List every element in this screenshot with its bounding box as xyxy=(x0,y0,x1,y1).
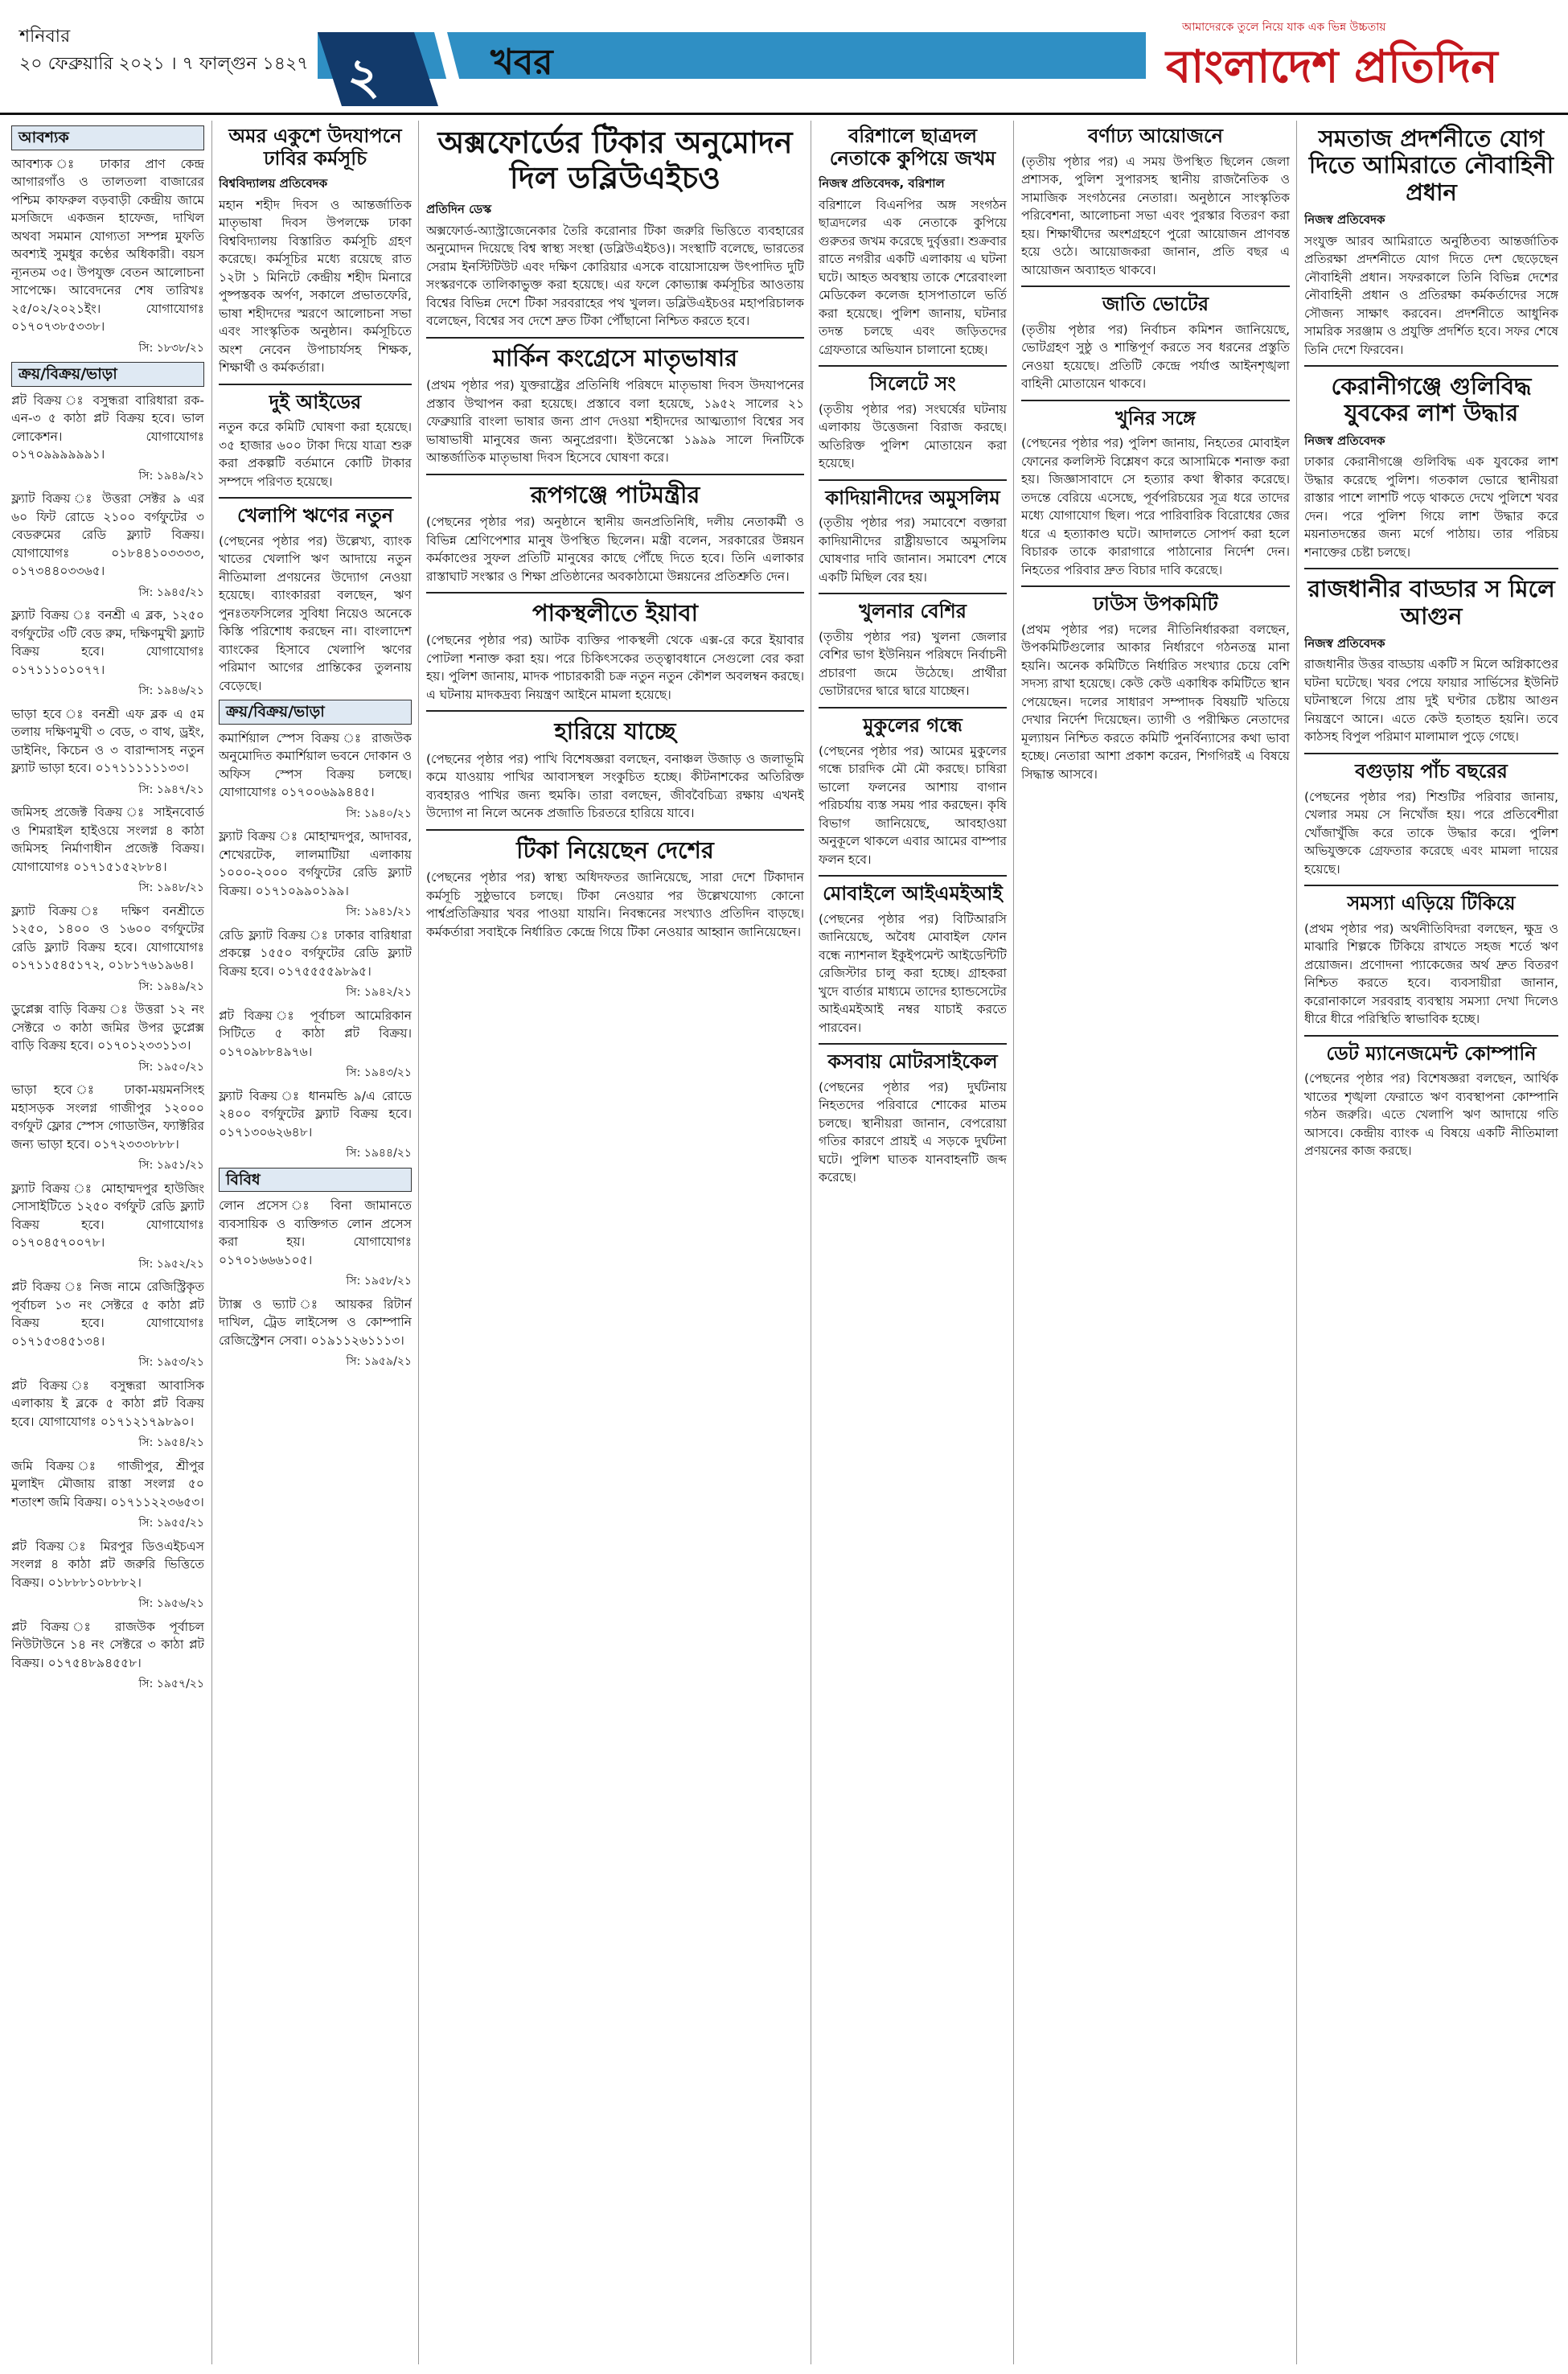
classified-ad: ভাড়া হবে ঃ ঢাকা-ময়মনসিংহ মহাসড়ক সংলগ্ন গাজীপুর ১২০০০ বর্গফুট ফ্লোর স্পেস গোডাউন, ফ্যাক্টরির জন্য ভাড়া হবে। ০১৭২৩৩৩৮৮৮। xyxy=(11,1082,204,1152)
article-body: (প্রথম পৃষ্ঠার পর) অর্থনীতিবিদরা বলছেন, ক্ষুদ্র ও মাঝারি শিল্পকে টিকিয়ে রাখতে সহজ শর্তে ঋণ প্রয়োজন। প্রণোদনা প্যাকেজের অর্থ দ্রুত বিতরণ নিশ্চিত করতে হবে। ব্যবসায়ীরা জানান, করোনাকালে সরবরাহ ব্যবস্থায় সমস্যা দেখা দিলেও ধীরে ধীরে পরিস্থিতি স্বাভাবিক হচ্ছে। xyxy=(1304,921,1558,1027)
column-divider xyxy=(1296,121,1297,2364)
page-number: ২ xyxy=(347,47,380,105)
classified-code: সি: ১৯৫০/২১ xyxy=(138,1060,204,1074)
article-body: মহান শহীদ দিবস ও আন্তর্জাতিক মাতৃভাষা দিবস উপলক্ষে ঢাকা বিশ্ববিদ্যালয় বিস্তারিত কর্মসূচি গ্রহণ করেছে। কর্মসূচির মধ্যে রয়েছে রাত ১২টা ১ মিনিটে কেন্দ্রীয় শহীদ মিনারে পুষ্পস্তবক অর্পণ, সকালে প্রভাতফেরি, ভাষা শহীদদের স্মরণে আলোচনা সভা এবং সাংস্কৃতিক অনুষ্ঠান। কর্মসূচিতে অংশ নেবেন উপাচার্যসহ শিক্ষক, শিক্ষার্থী ও কর্মকর্তারা। xyxy=(219,197,412,376)
classified-ad: ফ্ল্যাট বিক্রয় ঃ উত্তরা সেক্টর ৯ এর ৬০ ফিট রোডে ২১০০ বর্গফুটের ৩ বেডরুমের রেডি ফ্ল্যাট বিক্রয়। যোগাযোগঃ ০১৮৪৪১০৩৩৩৩, ০১৭৩৪৪০৩৩৬৫। xyxy=(11,491,204,578)
separator xyxy=(819,365,1007,367)
headline: কাদিয়ানীদের অমুসলিম xyxy=(825,486,1000,509)
column-2 xyxy=(219,121,412,2364)
classified-code: সি: ১৯৪২/২১ xyxy=(346,986,412,1000)
article-body: (প্রথম পৃষ্ঠার পর) দলের নীতিনির্ধারকরা বলছেন, উপকমিটিগুলোর আকার নির্ধারণে গঠনতন্ত্র মানা হয়নি। অনেক কমিটিতে নির্ধারিত সংখ্যার চেয়ে বেশি সদস্য রাখা হয়েছে। কেউ কেউ একাধিক কমিটিতে স্থান পেয়েছেন। দলের সাধারণ সম্পাদক বিষয়টি খতিয়ে দেখার নির্দেশ দিয়েছেন। ত্যাগী ও পরীক্ষিত নেতাদের মূল্যায়ন নিশ্চিত করতে কমিটি পুনর্বিন্যাসের কথা ভাবা হচ্ছে। নেতারা আশা প্রকাশ করেন, শিগগিরই এ বিষয়ে সিদ্ধান্ত আসবে। xyxy=(1021,622,1290,782)
separator xyxy=(219,497,412,499)
classified-heading: ক্রয়/বিক্রয়/ভাড়া xyxy=(219,700,412,725)
article-body: (পেছনের পৃষ্ঠার পর) বিশেষজ্ঞরা বলছেন, আর্থিক খাতের শৃঙ্খলা ফেরাতে ঋণ ব্যবস্থাপনা কোম্পানি গঠন জরুরি। এতে খেলাপি ঋণ আদায়ে গতি আসবে। কেন্দ্রীয় ব্যাংক এ বিষয়ে একটি নীতিমালা প্রণয়নের কাজ করছে। xyxy=(1304,1071,1558,1159)
headline: মোবাইলে আইএমইআই xyxy=(823,882,1003,906)
classified-code: সি: ১৮৩৮/২১ xyxy=(138,341,204,355)
headline: হারিয়ে যাচ্ছে xyxy=(554,717,676,745)
classified-code: সি: ১৯৫৯/২১ xyxy=(346,1355,412,1369)
column-3 xyxy=(426,121,804,2364)
classified-ad: প্লট বিক্রয় ঃ পূর্বাচল আমেরিকান সিটিতে ৫ কাঠা প্লট বিক্রয়। ০১৭০৯৮৮৪৯৭৬। xyxy=(219,1008,412,1059)
classified-code: সি: ১৯৫৩/২১ xyxy=(138,1356,204,1369)
byline: বিশ্ববিদ্যালয় প্রতিবেদক xyxy=(219,176,328,191)
separator xyxy=(1304,365,1558,367)
classified-code: সি: ১৯৪৯/২১ xyxy=(138,980,204,993)
classified-ad: ভাড়া হবে ঃ বনশ্রী এফ ব্লক এ ৫ম তলায় দক্ষিণমুখী ৩ বেড, ৩ বাথ, ড্রইং, ডাইনিং, কিচেন ও ৩ বারান্দাসহ নতুন ফ্ল্যাট ভাড়া হবে। ০১৭১১১১১১৩৩। xyxy=(11,706,204,775)
headline: দুই আইডের xyxy=(269,390,362,413)
classified-ad: জমি বিক্রয় ঃ গাজীপুর, শ্রীপুর মুলাইদ মৌজায় রাস্তা সংলগ্ন ৫০ শতাংশ জমি বিক্রয়। ০১৭১১২২৩৬৫৩। xyxy=(11,1458,204,1509)
column-divider xyxy=(211,121,212,2364)
separator xyxy=(1304,1035,1558,1037)
headline: সমতাজ প্রদর্শনীতে যোগ দিতে আমিরাতে নৌবাহিনী প্রধান xyxy=(1308,125,1554,206)
classified-code: সি: ১৯৪৯/২১ xyxy=(138,469,204,483)
separator xyxy=(819,707,1007,709)
logo-tagline: আমাদেরকে তুলে নিয়ে যাক এক ভিন্ন উচ্চতায় xyxy=(1182,21,1386,34)
headline: টিকা নিয়েছেন দেশের xyxy=(516,836,714,864)
classified-ad: ফ্ল্যাট বিক্রয় ঃ মোহাম্মদপুর, আদাবর, শেখেরটেক, লালমাটিয়া এলাকায় ১০০০-২০০০ বর্গফুটের রেডি ফ্ল্যাট বিক্রয়। ০১৭১০৯৯০১৯৯। xyxy=(219,829,412,898)
headline: সমস্যা এড়িয়ে টিকিয়ে xyxy=(1347,892,1516,914)
separator xyxy=(1021,585,1290,587)
classified-ad: জমিসহ প্রজেক্ট বিক্রয় ঃ সাইনবোর্ড ও শিমরাইল হাইওয়ে সংলগ্ন ৪ কাঠা জমিসহ নির্মাণাধীন প্রজেক্ট বিক্রয়। যোগাযোগঃ ০১৭১৫১৫২৮৮৪। xyxy=(11,805,204,874)
column-divider xyxy=(418,121,419,2364)
classified-heading: আবশ্যক xyxy=(11,125,204,150)
classified-code: সি: ১৯৫৬/২১ xyxy=(138,1597,204,1610)
byline: নিজস্ব প্রতিবেদক xyxy=(1304,635,1385,651)
classified-heading: বিবিধ xyxy=(219,1168,412,1193)
byline: নিজস্ব প্রতিবেদক, বরিশাল xyxy=(819,176,945,191)
classified-ad: প্লট বিক্রয় ঃ রাজউক পূর্বাচল নিউটাউনে ১৪ নং সেক্টরে ৩ কাঠা প্লট বিক্রয়। ০১৭৫৪৮৯৪৫৫৮। xyxy=(11,1619,204,1670)
classified-code: সি: ১৯৪৭/২১ xyxy=(138,782,204,796)
header-day: শনিবার xyxy=(19,27,71,47)
article-body: ঢাকার কেরানীগঞ্জে গুলিবিদ্ধ এক যুবকের লাশ উদ্ধার করেছে পুলিশ। গতকাল ভোরে স্থানীয়রা রাস্তার পাশে লাশটি পড়ে থাকতে দেখে পুলিশে খবর দেন। পরে পুলিশ গিয়ে লাশ উদ্ধার করে ময়নাতদন্তের জন্য মর্গে পাঠায়। তার পরিচয় শনাক্তের চেষ্টা চলছে। xyxy=(1304,454,1558,560)
classified-ad: ফ্ল্যাট বিক্রয় ঃ মোহাম্মদপুর হাউজিং সোসাইটিতে ১২৫০ বর্গফুট রেডি ফ্ল্যাট বিক্রয় হবে। যোগাযোগঃ ০১৭০৪৫৭০০৭৮। xyxy=(11,1181,204,1250)
article-body: নতুন করে কমিটি ঘোষণা করা হয়েছে। ৩৫ হাজার ৬০০ টাকা দিয়ে যাত্রা শুরু করা প্রকল্পটি বর্তমানে কোটি টাকার সম্পদে পরিণত হয়েছে। xyxy=(219,420,412,489)
header-date: ২০ ফেব্রুয়ারি ২০২১ । ৭ ফাল্গুন ১৪২৭ xyxy=(19,54,309,74)
byline: নিজস্ব প্রতিবেদক xyxy=(1304,212,1385,228)
article-body: (পেছনের পৃষ্ঠার পর) দুর্ঘটনায় নিহতদের পরিবারে শোকের মাতম চলছে। স্থানীয়রা জানান, বেপরোয়া গতির কারণে প্রায়ই এ সড়কে দুর্ঘটনা ঘটে। পুলিশ ঘাতক যানবাহনটি জব্দ করেছে। xyxy=(819,1079,1007,1185)
byline: প্রতিদিন ডেস্ক xyxy=(426,202,492,217)
headline: পাকস্থলীতে ইয়াবা xyxy=(532,599,699,627)
article-body: (তৃতীয় পৃষ্ঠার পর) খুলনা জেলার বেশির ভাগ ইউনিয়ন পরিষদে নির্বাচনী প্রচারণা জমে উঠেছে। প্রার্থীরা ভোটারদের দ্বারে দ্বারে যাচ্ছেন। xyxy=(819,629,1007,699)
classified-ad: আবশ্যক ঃ ঢাকার প্রাণ কেন্দ্র আগারগাঁও ও তালতলা বাজারের পশ্চিম কাফরুল বড়বাড়ী কেন্দ্রীয় জামে মসজিদে একজন হাফেজ, দাখিল অথবা সমমান যোগ্যতা সম্পন্ন মুফতি অবশ্যই সুমধুর কণ্ঠের অধিকারী। বয়স ন্যূনতম ৩৫। উপযুক্ত বেতন আলোচনা সাপেক্ষে। আবেদনের শেষ তারিখঃ ২৫/০২/২০২১ইং। যোগাযোগঃ ০১৭০৭৩৮৫৩৩৮। xyxy=(11,156,204,334)
classified-code: সি: ১৯৪৫/২১ xyxy=(138,585,204,599)
classified-code: সি: ১৯৫৮/২১ xyxy=(346,1275,412,1288)
article-body: অক্সফোর্ড-অ্যাস্ট্রাজেনেকার তৈরি করোনার টিকা জরুরি ভিত্তিতে ব্যবহারের অনুমোদন দিয়েছে বিশ্ব স্বাস্থ্য সংস্থা (ডব্লিউএইচও)। সংস্থাটি বলেছে, ভারতের সেরাম ইনস্টিটিউট এবং দক্ষিণ কোরিয়ার এসকে বায়োসায়েন্স উৎপাদিত দুটি সংস্করণকে তালিকাভুক্ত করা হয়েছে। এর ফলে কোভ্যাক্স কর্মসূচির আওতায় বিশ্বের বিভিন্ন দেশে টিকা সরবরাহের পথ খুলল। ডব্লিউএইচওর মহাপরিচালক বলেছেন, বিশ্বের সব দেশে দ্রুত টিকা পৌঁছানো নিশ্চিত করতে হবে। xyxy=(426,223,804,329)
headline: অমর একুশে উদযাপনে ঢাবির কর্মসূচি xyxy=(228,125,402,170)
headline: ডেট ম্যানেজমেন্ট কোম্পানি xyxy=(1326,1041,1537,1065)
separator xyxy=(1304,568,1558,569)
article-body: (পেছনের পৃষ্ঠার পর) উল্লেখ্য, ব্যাংক খাতের খেলাপি ঋণ আদায়ে নতুন নীতিমালা প্রণয়নের উদ্যোগ নেওয়া হয়েছে। ব্যাংকাররা বলছেন, ঋণ পুনঃতফসিলের সুবিধা নিয়েও অনেকে কিস্তি পরিশোধ করছেন না। বাংলাদেশ ব্যাংকের হিসাবে খেলাপি ঋণের পরিমাণ আগের প্রান্তিকের তুলনায় বেড়েছে। xyxy=(219,533,412,693)
section-title: খবর xyxy=(491,42,553,83)
column-4 xyxy=(819,121,1007,2364)
separator xyxy=(819,593,1007,594)
column-divider xyxy=(1013,121,1014,2364)
article-body: সংযুক্ত আরব আমিরাতে অনুষ্ঠিতব্য আন্তর্জাতিক প্রতিরক্ষা প্রদর্শনীতে যোগ দিতে দেশ ছেড়েছেন নৌবাহিনী প্রধান। সফরকালে তিনি বিভিন্ন দেশের নৌবাহিনী প্রধান ও প্রতিরক্ষা কর্মকর্তাদের সঙ্গে সৌজন্য সাক্ষাৎ করবেন। প্রদর্শনীতে আধুনিক সামরিক সরঞ্জাম ও প্রযুক্তি প্রদর্শিত হবে। সফর শেষে তিনি দেশে ফিরবেন। xyxy=(1304,233,1558,357)
classified-ad: ফ্ল্যাট বিক্রয় ঃ বনশ্রী এ ব্লক, ১২৫০ বর্গফুটের ৩টি বেড রুম, দক্ষিণমুখী ফ্ল্যাট বিক্রয় হবে। যোগাযোগঃ ০১৭১১১০১০৭৭। xyxy=(11,608,204,677)
column-6 xyxy=(1304,121,1558,2364)
lead-headline: অক্সফোর্ডের টিকার অনুমোদন দিল ডব্লিউএইচও xyxy=(437,125,793,195)
article-body: (পেছনের পৃষ্ঠার পর) বিটিআরসি জানিয়েছে, অবৈধ মোবাইল ফোন বন্ধে ন্যাশনাল ইকুইপমেন্ট আইডেন্টিটি রেজিস্টার চালু করা হচ্ছে। গ্রাহকরা খুদে বার্তার মাধ্যমে তাদের হ্যান্ডসেটের আইএমইআই নম্বর যাচাই করতে পারবেন। xyxy=(819,911,1007,1035)
masthead-logo: বাংলাদেশ প্রতিদিন xyxy=(1166,40,1498,93)
article-body: (পেছনের পৃষ্ঠার পর) আমের মুকুলের গন্ধে চারদিক মৌ মৌ করছে। চাষিরা ভালো ফলনের আশায় বাগান পরিচর্যায় ব্যস্ত সময় পার করছেন। কৃষি বিভাগ জানিয়েছে, আবহাওয়া অনুকূলে থাকলে এবার আমের বাম্পার ফলন হবে। xyxy=(819,743,1007,867)
header-rule xyxy=(0,113,1568,115)
byline: নিজস্ব প্রতিবেদক xyxy=(1304,433,1385,448)
classified-code: সি: ১৯৪৮/২১ xyxy=(138,881,204,894)
classified-ad: ফ্ল্যাট বিক্রয় ঃ দক্ষিণ বনশ্রীতে ১২৫০, ১৪০০ ও ১৬০০ বর্গফুটের রেডি ফ্ল্যাট বিক্রয় হবে। যোগাযোগঃ ০১৭১১৫৪৫১৭২, ০১৮১৭৬১৯৬৪। xyxy=(11,903,204,972)
separator xyxy=(1304,885,1558,886)
article-body: (প্রথম পৃষ্ঠার পর) যুক্তরাষ্ট্রের প্রতিনিধি পরিষদে মাতৃভাষা দিবস উদযাপনের প্রস্তাব উত্থাপন করা হয়েছে। প্রস্তাবে বলা হয়েছে, ১৯৫২ সালের ২১ ফেব্রুয়ারি বাংলা ভাষার জন্য প্রাণ দেওয়া শহীদদের আত্মত্যাগ বিশ্বের সব ভাষাভাষী মানুষের জন্য অনুপ্রেরণা। ইউনেস্কো ১৯৯৯ সালে দিনটিকে আন্তর্জাতিক মাতৃভাষা দিবস হিসেবে ঘোষণা করে। xyxy=(426,378,804,466)
article-body: (তৃতীয় পৃষ্ঠার পর) সংঘর্ষের ঘটনায় এলাকায় উত্তেজনা বিরাজ করছে। অতিরিক্ত পুলিশ মোতায়েন করা হয়েছে। xyxy=(819,401,1007,471)
article-body: (তৃতীয় পৃষ্ঠার পর) নির্বাচন কমিশন জানিয়েছে, ভোটগ্রহণ সুষ্ঠু ও শান্তিপূর্ণ করতে সব ধরনের প্রস্তুতি নেওয়া হয়েছে। প্রতিটি কেন্দ্রে পর্যাপ্ত আইনশৃঙ্খলা বাহিনী মোতায়েন থাকবে। xyxy=(1021,322,1290,392)
classified-ad: কমার্শিয়াল স্পেস বিক্রয় ঃ রাজউক অনুমোদিত কমার্শিয়াল ভবনে দোকান ও অফিস স্পেস বিক্রয় চলছে। যোগাযোগঃ ০১৭০০৬৯৯৪৪৫। xyxy=(219,730,412,800)
article-body: রাজধানীর উত্তর বাড্ডায় একটি স মিলে অগ্নিকাণ্ডের ঘটনা ঘটেছে। খবর পেয়ে ফায়ার সার্ভিসের ইউনিট ঘটনাস্থলে গিয়ে প্রায় দুই ঘণ্টার চেষ্টায় আগুন নিয়ন্ত্রণে আনে। এতে কেউ হতাহত হয়নি। তবে কাঠসহ বিপুল পরিমাণ মালামাল পুড়ে গেছে। xyxy=(1304,657,1558,745)
classified-ad: প্লট বিক্রয় ঃ নিজ নামে রেজিস্ট্রিকৃত পূর্বাচল ১৩ নং সেক্টরে ৫ কাঠা প্লট বিক্রয় হবে। যোগাযোগঃ ০১৭১৫৩৪৫১৩৪। xyxy=(11,1279,204,1349)
article-body: (তৃতীয় পৃষ্ঠার পর) এ সময় উপস্থিত ছিলেন জেলা প্রশাসক, পুলিশ সুপারসহ স্থানীয় রাজনৈতিক ও সামাজিক সংগঠনের নেতারা। অনুষ্ঠানে সাংস্কৃতিক পরিবেশনা, আলোচনা সভা এবং পুরস্কার বিতরণ করা হয়। শিক্ষার্থীদের অংশগ্রহণে পুরো আয়োজন প্রাণবন্ত হয়ে ওঠে। আয়োজকরা জানান, প্রতি বছর এ আয়োজন অব্যাহত থাকবে। xyxy=(1021,154,1290,277)
classified-code: সি: ১৯৪৪/২১ xyxy=(346,1147,412,1160)
classified-code: সি: ১৯৪৩/২১ xyxy=(346,1066,412,1080)
headline: জাতি ভোটের xyxy=(1102,293,1209,316)
classified-ad: প্লট বিক্রয় ঃ বসুন্ধরা আবাসিক এলাকায় ই ব্লকে ৫ কাঠা প্লট বিক্রয় হবে। যোগাযোগঃ ০১৭১২১৭৯৮৯০। xyxy=(11,1378,204,1429)
classified-ad: ডুপ্লেক্স বাড়ি বিক্রয় ঃ উত্তরা ১২ নং সেক্টরে ৩ কাঠা জমির উপর ডুপ্লেক্স বাড়ি বিক্রয় হবে। ০১৭০১২৩৩১১৩। xyxy=(11,1002,204,1053)
headline: কেরানীগঞ্জে গুলিবিদ্ধ যুবকের লাশ উদ্ধার xyxy=(1331,372,1532,427)
separator xyxy=(1021,285,1290,287)
classified-code: সি: ১৯৪১/২১ xyxy=(346,906,412,919)
separator xyxy=(819,1043,1007,1045)
article-body: (পেছনের পৃষ্ঠার পর) অনুষ্ঠানে স্থানীয় জনপ্রতিনিধি, দলীয় নেতাকর্মী ও বিভিন্ন শ্রেণিপেশার মানুষ উপস্থিত ছিলেন। মন্ত্রী বলেন, সরকারের উন্নয়ন কর্মকাণ্ডের সুফল প্রতিটি মানুষের কাছে পৌঁছে দিতে হবে। তিনি এলাকার রাস্তাঘাট সংস্কার ও শিক্ষা প্রতিষ্ঠানের অবকাঠামো উন্নয়নের প্রতিশ্রুতি দেন। xyxy=(426,515,804,584)
headline: খুলনার বেশির xyxy=(859,600,967,623)
classified-code: সি: ১৯৪০/২১ xyxy=(346,807,412,820)
article-body: (পেছনের পৃষ্ঠার পর) পাখি বিশেষজ্ঞরা বলছেন, বনাঞ্চল উজাড় ও জলাভূমি কমে যাওয়ায় পাখির আবাসস্থল সংকুচিত হচ্ছে। কীটনাশকের অতিরিক্ত ব্যবহারও পাখির জন্য হুমকি। তারা বলছেন, জীববৈচিত্র্য রক্ষায় এখনই উদ্যোগ না নিলে অনেক প্রজাতি চিরতরে হারিয়ে যাবে। xyxy=(426,751,804,821)
article-body: (পেছনের পৃষ্ঠার পর) পুলিশ জানায়, নিহতের মোবাইল ফোনের কললিস্ট বিশ্লেষণ করে আসামিকে শনাক্ত করা হয়। জিজ্ঞাসাবাদে সে হত্যার কথা স্বীকার করেছে। তদন্তে বেরিয়ে এসেছে, পূর্বপরিচয়ের সূত্র ধরে তাদের মধ্যে যোগাযোগ ছিল। পরে পারিবারিক বিরোধের জের ধরে এ হত্যাকাণ্ড ঘটে। আদালতে সোপর্দ করা হলে বিচারক তাকে কারাগারে পাঠানোর নির্দেশ দেন। নিহতের পরিবার দ্রুত বিচার দাবি করেছে। xyxy=(1021,436,1290,577)
headline: বরিশালে ছাত্রদল নেতাকে কুপিয়ে জখম xyxy=(829,125,996,170)
classified-code: সি: ১৯৫৫/২১ xyxy=(138,1517,204,1530)
classified-code: সি: ১৯৫১/২১ xyxy=(138,1159,204,1172)
headline: মার্কিন কংগ্রেসে মাতৃভাষার xyxy=(492,343,738,372)
headline: ঢাউস উপকমিটি xyxy=(1093,593,1218,616)
classified-code: সি: ১৯৪৬/২১ xyxy=(138,684,204,697)
headline: রাজধানীর বাড্ডার স মিলে আগুন xyxy=(1307,575,1555,630)
article-body: (তৃতীয় পৃষ্ঠার পর) সমাবেশে বক্তারা কাদিয়ানীদের রাষ্ট্রীয়ভাবে অমুসলিম ঘোষণার দাবি জানান। সমাবেশ শেষে একটি মিছিল বের হয়। xyxy=(819,515,1007,585)
separator xyxy=(426,474,804,475)
classified-code: সি: ১৯৫২/২১ xyxy=(138,1257,204,1271)
classified-ad: ট্যাক্স ও ভ্যাট ঃ আয়কর রিটার্ন দাখিল, ট্রেড লাইসেন্স ও কোম্পানি রেজিস্ট্রেশন সেবা। ০১৯১১২৬১১১৩। xyxy=(219,1296,412,1348)
classified-ad: লোন প্রসেস ঃ বিনা জামানতে ব্যবসায়িক ও ব্যক্তিগত লোন প্রসেস করা হয়। যোগাযোগঃ ০১৭০১৬৬৬১০৫। xyxy=(219,1198,412,1267)
separator xyxy=(219,384,412,385)
headline: বর্ণাঢ্য আয়োজনে xyxy=(1088,125,1223,147)
article-body: বরিশালে বিএনপির অঙ্গ সংগঠন ছাত্রদলের এক নেতাকে কুপিয়ে গুরুতর জখম করেছে দুর্বৃত্তরা। শুক্রবার রাতে নগরীর একটি এলাকায় এ ঘটনা ঘটে। আহত অবস্থায় তাকে শেরেবাংলা মেডিকেল কলেজ হাসপাতালে ভর্তি করা হয়েছে। পুলিশ জানায়, ঘটনার তদন্ত চলছে এবং জড়িতদের গ্রেফতারে অভিযান চালানো হচ্ছে। xyxy=(819,197,1007,357)
classified-ad: ফ্ল্যাট বিক্রয় ঃ ধানমন্ডি ৯/এ রোডে ২৪০০ বর্গফুটের ফ্ল্যাট বিক্রয় হবে। ০১৭১৩০৬২৬৪৮। xyxy=(219,1088,412,1140)
classified-ad: রেডি ফ্ল্যাট বিক্রয় ঃ ঢাকার বারিধারা প্রকল্পে ১৫৫০ বর্গফুটের রেডি ফ্ল্যাট বিক্রয় হবে। ০১৭৫৫৫৫৯৮৯৫। xyxy=(219,927,412,979)
separator xyxy=(1021,400,1290,401)
column-5 xyxy=(1021,121,1290,2364)
article-body: (পেছনের পৃষ্ঠার পর) শিশুটির পরিবার জানায়, খেলার সময় সে নিখোঁজ হয়। পরে প্রতিবেশীরা খোঁজাখুঁজি করে তাকে উদ্ধার করে। পুলিশ অভিযুক্তকে গ্রেফতার করেছে এবং মামলা দায়ের হয়েছে। xyxy=(1304,789,1558,877)
article-body: (পেছনের পৃষ্ঠার পর) আটক ব্যক্তির পাকস্থলী থেকে এক্স-রে করে ইয়াবার পোটলা শনাক্ত করা হয়। পরে চিকিৎসকের তত্ত্বাবধানে সেগুলো বের করা হয়। পুলিশ জানায়, মাদক পাচারকারী চক্র নতুন নতুন কৌশল অবলম্বন করছে। এ ঘটনায় মাদকদ্রব্য নিয়ন্ত্রণ আইনে মামলা হয়েছে। xyxy=(426,633,804,702)
classified-heading: ক্রয়/বিক্রয়/ভাড়া xyxy=(11,362,204,387)
separator xyxy=(426,337,804,339)
separator xyxy=(426,592,804,594)
separator xyxy=(819,479,1007,481)
classified-ad: প্লট বিক্রয় ঃ মিরপুর ডিওএইচএস সংলগ্ন ৪ কাঠা প্লট জরুরি ভিত্তিতে বিক্রয়। ০১৮৮৮১০৮৮৮২। xyxy=(11,1538,204,1590)
separator xyxy=(1304,753,1558,754)
headline: খুনির সঙ্গে xyxy=(1115,406,1196,429)
article-body: (পেছনের পৃষ্ঠার পর) স্বাস্থ্য অধিদফতর জানিয়েছে, সারা দেশে টিকাদান কর্মসূচি সুষ্ঠুভাবে চলছে। টিকা নেওয়ার পর উল্লেখযোগ্য কোনো পার্শ্বপ্রতিক্রিয়ার খবর পাওয়া যায়নি। নিবন্ধনের সংখ্যাও প্রতিদিন বাড়ছে। কর্মকর্তারা সবাইকে নির্ধারিত কেন্দ্রে গিয়ে টিকা নেওয়ার আহ্বান জানিয়েছেন। xyxy=(426,870,804,939)
separator xyxy=(426,710,804,712)
headline: রূপগঞ্জে পাটমন্ত্রীর xyxy=(530,480,700,508)
headline: মুকুলের গন্ধে xyxy=(863,713,963,737)
separator xyxy=(819,875,1007,877)
headline: সিলেটে সং xyxy=(869,372,956,396)
classified-ad: প্লট বিক্রয় ঃ বসুন্ধরা বারিধারা রক-এন-৩ ৫ কাঠা প্লট বিক্রয় হবে। ভাল লোকেশন। যোগাযোগঃ ০১৭০৯৯৯৯৯৯১। xyxy=(11,392,204,462)
headline: বগুড়ায় পাঁচ বছরের xyxy=(1355,759,1508,782)
headline: খেলাপি ঋণের নতুন xyxy=(236,504,394,528)
headline: কসবায় মোটরসাইকেল xyxy=(827,1050,998,1074)
separator xyxy=(426,829,804,831)
classified-code: সি: ১৯৫৭/২১ xyxy=(138,1678,204,1690)
classifieds-column-1 xyxy=(11,121,204,2364)
classified-code: সি: ১৯৫৪/২১ xyxy=(138,1436,204,1449)
